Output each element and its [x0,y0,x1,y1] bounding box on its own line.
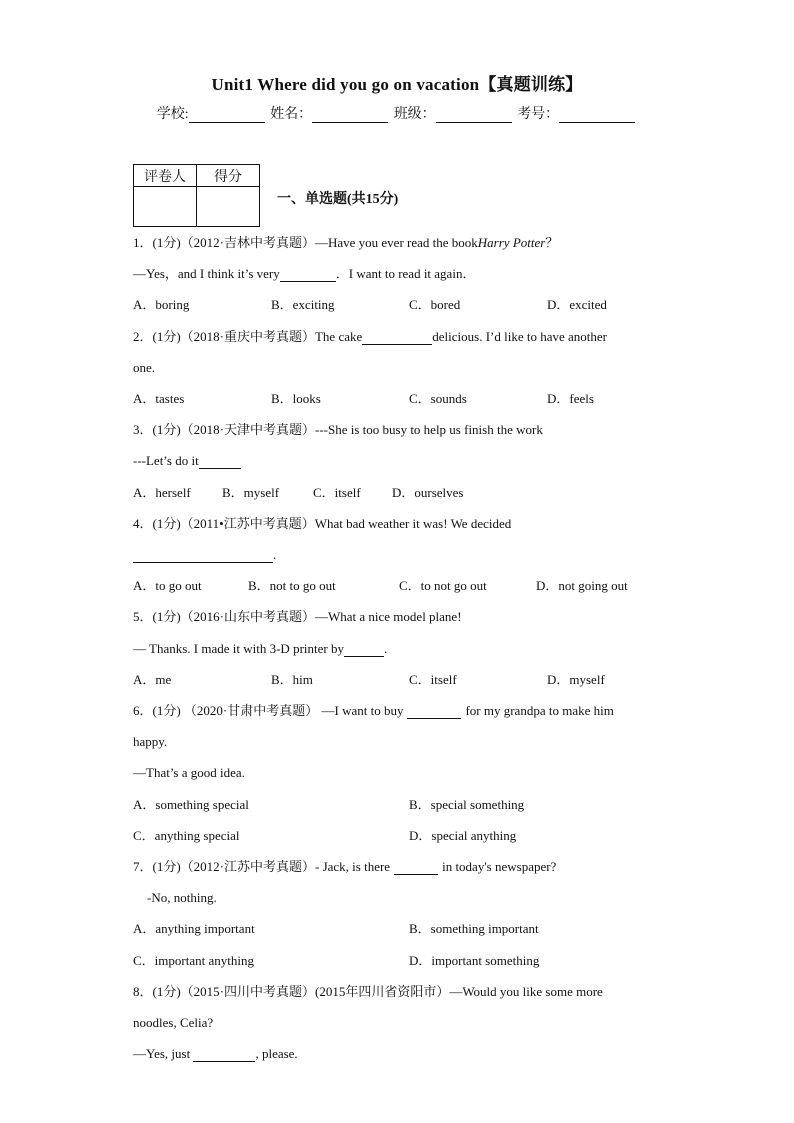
option-b[interactable]: B．him [271,672,313,687]
student-info-row [0,103,794,123]
option-a[interactable]: A．anything important [133,921,255,936]
question-6-line3: —That’s a good idea. [133,765,245,780]
name-blank[interactable] [312,108,388,123]
answer-blank[interactable] [344,643,384,657]
exam-number-label: 考号： [517,107,560,122]
option-b[interactable]: B．myself [222,485,280,500]
question-7-line2: -No, nothing. [147,890,217,905]
question-7-stem: 7．(1分)（2012·江苏中考真题）- Jack, is there in today's newspaper? [133,859,557,874]
option-c[interactable]: C．sounds [409,391,467,406]
option-b[interactable]: B．looks [271,391,321,406]
book-title: Harry Potter [477,235,546,250]
school-label: 学校: [156,107,189,122]
option-a[interactable]: A．tastes [133,391,185,406]
question-8-line3: —Yes, just , please. [133,1046,298,1061]
option-c[interactable]: C．to not go out [399,578,487,593]
question-8-stem: 8．(1分)（2015·四川中考真题）(2015年四川省资阳市）—Would you like some more [133,984,603,999]
question-6-stem: 6．(1分) （2020·甘肃中考真题） —I want to buy for my grandpa to make him [133,703,614,718]
option-c[interactable]: C．important anything [133,953,254,968]
grader-header: 评卷人 [134,165,197,187]
question-1-stem: 1．(1分)（2012·吉林中考真题）—Have you ever read the bookHarry Potter？ [133,235,559,250]
exam-number-blank[interactable] [559,108,635,123]
score-header: 得分 [197,165,260,187]
option-a[interactable]: A．to go out [133,578,202,593]
page-title: Unit1 Where did you go on vacation【真题训练】 [211,75,583,94]
option-d[interactable]: D．myself [547,672,605,687]
answer-blank[interactable] [394,861,438,875]
option-c[interactable]: C．bored [409,297,461,312]
name-label: 姓名： [270,107,313,122]
option-c[interactable]: C．itself [313,485,361,500]
question-3-line2: ---Let’s do it [133,453,241,469]
question-4-stem: 4．(1分)（2011•江苏中考真题）What bad weather it was! We decided [133,516,512,531]
question-2-line2: one. [133,360,156,375]
option-b[interactable]: B．something important [409,921,539,936]
score-cell[interactable] [197,187,260,227]
answer-blank[interactable] [133,549,273,563]
section-title: 一、单选题(共15分) [277,192,399,207]
question-5-line2: — Thanks. I made it with 3-D printer by . [133,641,388,656]
question-6-line2: happy. [133,734,168,749]
option-d[interactable]: D．important something [409,953,540,968]
question-8-line2: noodles, Celia? [133,1015,214,1030]
class-blank[interactable] [436,108,512,123]
option-b[interactable]: B．special something [409,797,525,812]
option-d[interactable]: D．excited [547,297,607,312]
option-c[interactable]: C．anything special [133,828,240,843]
option-a[interactable]: A．herself [133,485,191,500]
grader-cell[interactable] [134,187,197,227]
class-label: 班级： [393,107,436,122]
answer-blank[interactable] [193,1048,255,1062]
question-4-line2: . [133,547,276,563]
grader-table [133,164,260,227]
option-d[interactable]: D．feels [547,391,594,406]
answer-blank[interactable] [199,455,241,469]
answer-blank[interactable] [280,268,336,282]
option-d[interactable]: D．special anything [409,828,517,843]
option-d[interactable]: D．ourselves [392,485,464,500]
option-b[interactable]: B．exciting [271,297,335,312]
option-a[interactable]: A．boring [133,297,190,312]
answer-blank[interactable] [362,331,432,345]
question-2-stem: 2．(1分)（2018·重庆中考真题）The cake delicious. I’d like to have another [133,329,607,344]
question-5-stem: 5．(1分)（2016·山东中考真题）—What a nice model plane! [133,609,462,624]
option-a[interactable]: A．me [133,672,172,687]
option-d[interactable]: D．not going out [536,578,628,593]
school-blank[interactable] [189,108,265,123]
option-a[interactable]: A．something special [133,797,249,812]
question-1-line2: —Yes，and I think it’s very ．I want to read it again． [133,266,476,281]
option-b[interactable]: B．not to go out [248,578,336,593]
answer-blank[interactable] [407,705,461,719]
option-c[interactable]: C．itself [409,672,457,687]
question-3-stem: 3．(1分)（2018·天津中考真题）---She is too busy to help us finish the work [133,422,543,437]
